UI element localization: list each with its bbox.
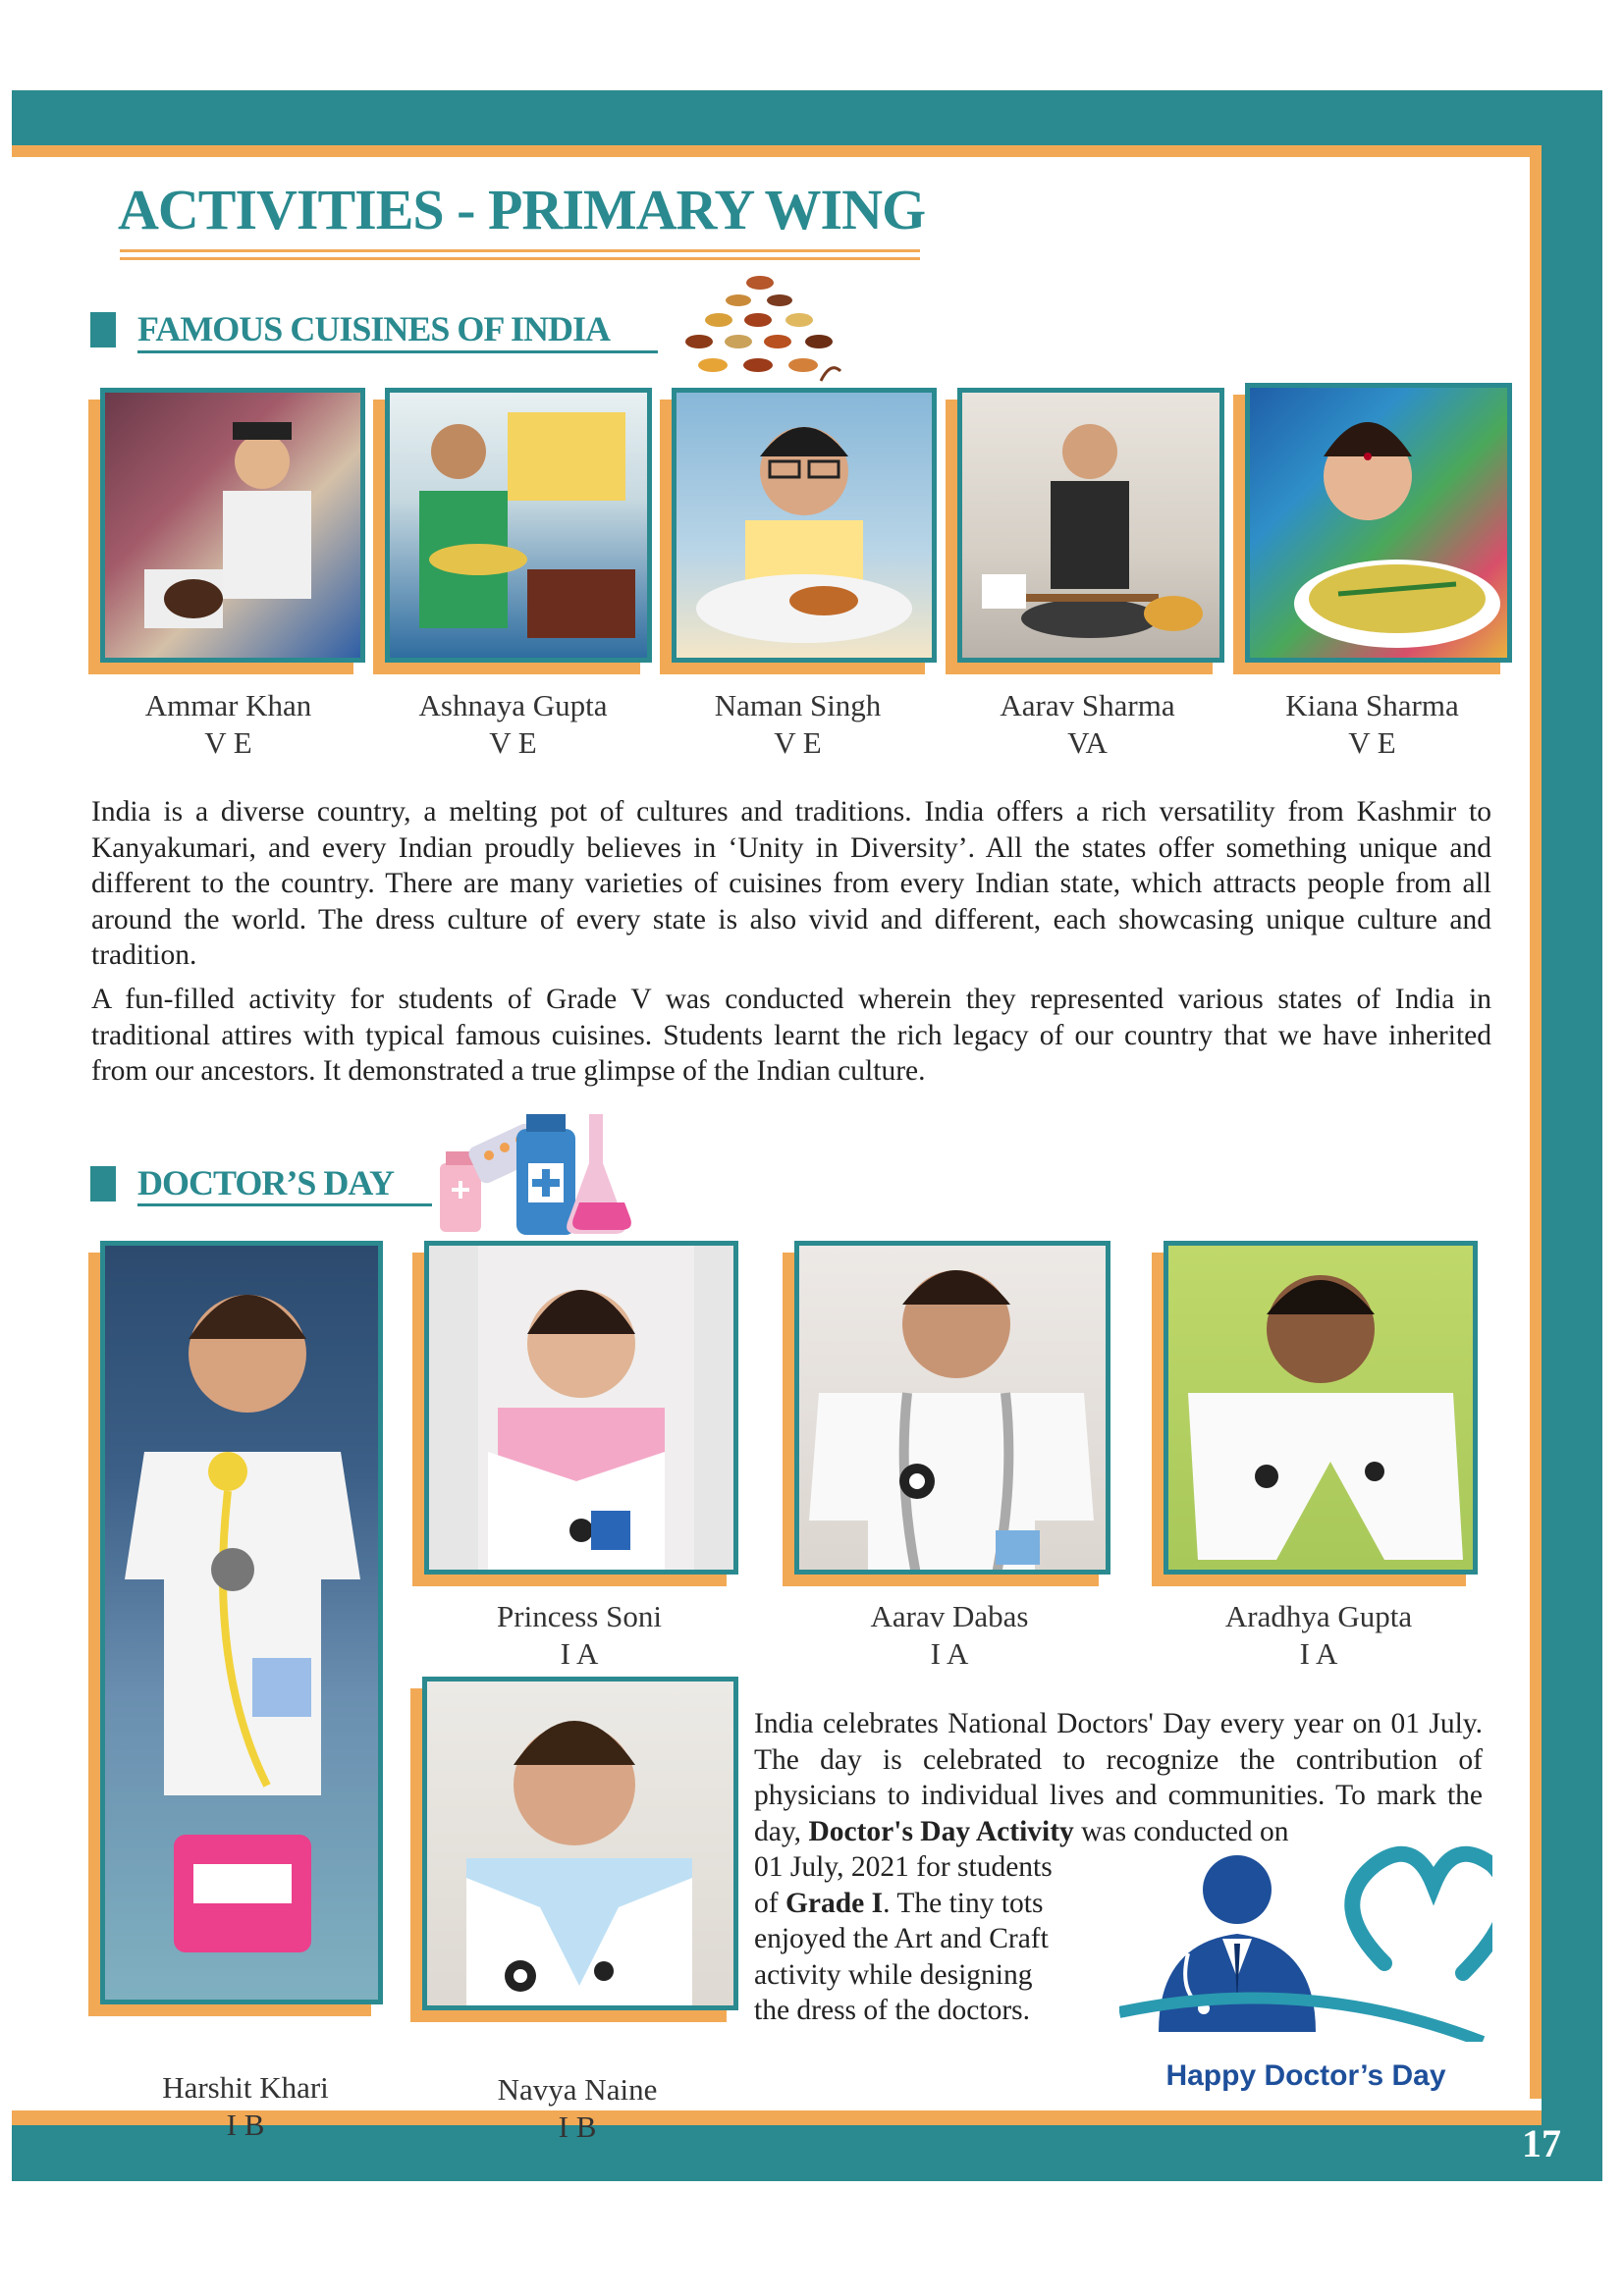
caption-ashnaya-gupta xyxy=(383,687,643,762)
orange-trim-top xyxy=(12,145,1542,157)
orange-trim-right xyxy=(1530,145,1542,2099)
caption-navya-naine xyxy=(440,2071,715,2146)
logo-caption: Happy Doctor’s Day xyxy=(1165,2059,1446,2092)
doctor-heart-icon xyxy=(1119,1845,1492,2042)
title-underline-2 xyxy=(120,257,920,260)
student-class: V E xyxy=(1348,725,1396,760)
page-title: ACTIVITIES - PRIMARY WING xyxy=(118,178,926,241)
doctors-day-paragraph-narrow xyxy=(754,1849,1100,2029)
section-heading-cuisines: FAMOUS CUISINES OF INDIA xyxy=(137,309,611,348)
student-with-dhokla-photo xyxy=(390,393,647,658)
student-name: Aradhya Gupta xyxy=(1224,1599,1413,1633)
student-name: Ammar Khan xyxy=(144,688,312,722)
caption-kiana-sharma xyxy=(1242,687,1502,762)
caption-princess-soni xyxy=(442,1598,717,1673)
happy-doctors-day-logo xyxy=(1119,1845,1492,2101)
student-rolling-roti-photo xyxy=(962,393,1219,658)
paragraph-line: enjoyed the Art and Craft xyxy=(754,1923,1049,1954)
student-name: Naman Singh xyxy=(714,688,882,722)
student-name: Kiana Sharma xyxy=(1285,688,1459,722)
section-underline xyxy=(137,1203,432,1206)
section-underline xyxy=(137,350,658,353)
paragraph-bold-activity: Doctor's Day Activity xyxy=(808,1815,1074,1847)
student-name: Navya Naine xyxy=(497,2072,658,2107)
student-class: V E xyxy=(489,725,537,760)
student-class: I B xyxy=(558,2109,597,2144)
student-with-dhokla-plate-photo xyxy=(1250,388,1507,658)
student-doctor-costume-photo xyxy=(1168,1246,1473,1570)
caption-ammar-khan xyxy=(98,687,358,762)
student-class: I A xyxy=(930,1636,969,1671)
student-name: Aarav Dabas xyxy=(870,1599,1029,1633)
student-class: V E xyxy=(204,725,252,760)
student-with-thali-photo xyxy=(677,393,932,658)
student-class: V E xyxy=(774,725,822,760)
paragraph-text: was conducted on xyxy=(1073,1815,1289,1847)
student-doctor-costume-photo xyxy=(429,1246,733,1570)
caption-naman-singh xyxy=(668,687,928,762)
section-heading-doctors-day: DOCTOR’S DAY xyxy=(137,1163,395,1202)
caption-harshit-khari xyxy=(108,2069,383,2144)
section-marker xyxy=(90,312,116,347)
student-doctor-costume-photo xyxy=(105,1246,378,2000)
cuisines-paragraph-1: India is a diverse country, a melting pot of cultures and traditions. India offers a rich versatility from Kashmir to Kanyakumari, and every Indian proudly believes in ‘Unity in Diversity’. All the states offer something unique and different to the country. There are many varieties of cuisines from every Indian state, which attracts people from all around the world. The dress culture of every state is also vivid and different, each showcasing unique culture and tradition. xyxy=(91,796,1491,971)
caption-aarav-dabas xyxy=(812,1598,1087,1673)
student-class: I A xyxy=(1299,1636,1338,1671)
paragraph-bold-grade: Grade I xyxy=(785,1887,884,1919)
caption-aradhya-gupta xyxy=(1181,1598,1456,1673)
top-border-band xyxy=(12,90,1602,145)
section-marker xyxy=(90,1166,116,1201)
paragraph-text: . The tiny tots xyxy=(883,1887,1044,1919)
student-class: I A xyxy=(560,1636,599,1671)
student-name: Aarav Sharma xyxy=(1000,688,1175,722)
cuisines-paragraph-2: A fun-filled activity for students of Grade V was conducted wherein they represented various states of India in traditional attires with typical famous cuisines. Students learnt the rich legacy of our country that we have inherited from our ancestors. It demonstrated a true glimpse of the Indian culture. xyxy=(91,984,1491,1087)
medicine-bottles-icon xyxy=(432,1104,638,1237)
paragraph-line xyxy=(754,1886,1100,1922)
page-number: 17 xyxy=(1522,2121,1561,2165)
paragraph-line: the dress of the doctors. xyxy=(754,1995,1030,2026)
caption-aarav-sharma xyxy=(957,687,1218,762)
paragraph-line: activity while designing xyxy=(754,1958,1033,1991)
student-doctor-costume-photo xyxy=(799,1246,1106,1570)
title-underline xyxy=(120,249,920,252)
paragraph-text: of xyxy=(754,1887,785,1919)
right-border-band xyxy=(1542,90,1602,2181)
paragraph-line: 01 July, 2021 for students xyxy=(754,1851,1053,1883)
student-name: Ashnaya Gupta xyxy=(418,688,608,722)
student-name: Harshit Khari xyxy=(162,2070,329,2105)
student-with-cake-photo xyxy=(105,393,360,658)
doctors-day-paragraph xyxy=(754,1706,1483,1849)
student-doctor-costume-photo xyxy=(427,1682,733,2005)
student-name: Princess Soni xyxy=(497,1599,662,1633)
paragraph-text: India celebrates National Doctors' Day every year on 01 July. The day is celebrated to recognize the contribution of physicians to individual lives and communities. To mark the day, xyxy=(754,1708,1483,1847)
spice-bowls-icon xyxy=(674,263,845,396)
student-class: VA xyxy=(1067,725,1108,760)
student-class: I B xyxy=(226,2108,265,2142)
